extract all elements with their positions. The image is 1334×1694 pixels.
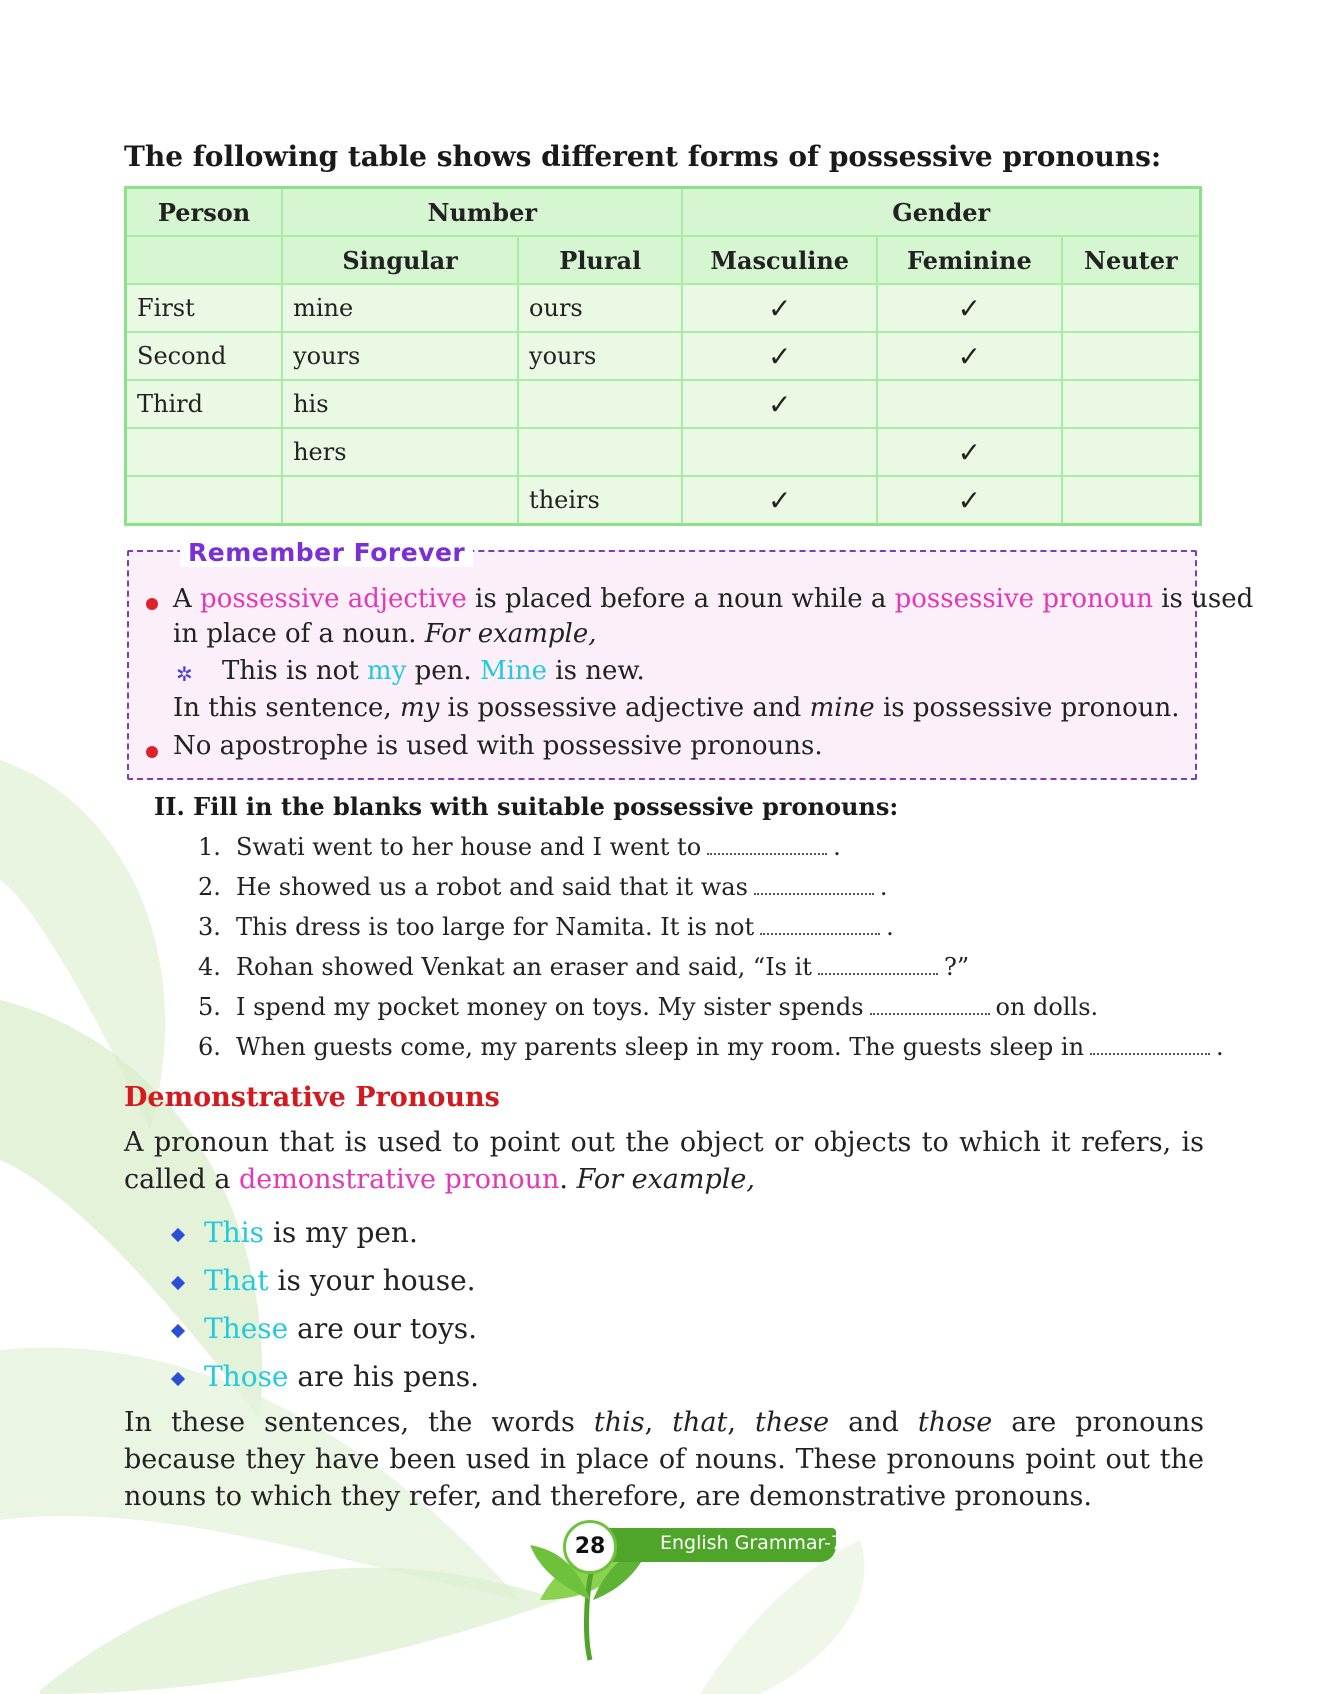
cell-singular: hers: [282, 428, 518, 476]
exercise-item: 1. Swati went to her house and I went to .: [198, 833, 841, 861]
cell-plural: ours: [518, 284, 682, 332]
demonstrative-conclusion: In these sentences, the words this, that, these and those are pronouns because they have been used in place of nouns. These pronouns point out the nouns to which they refer, and therefore, are demonstrative pronouns.: [124, 1407, 1204, 1512]
cell-neuter: [1062, 284, 1201, 332]
cell-neuter: [1062, 476, 1201, 525]
cell-person: [126, 476, 283, 525]
exercise-heading: II. Fill in the blanks with suitable possessive pronouns:: [154, 792, 899, 821]
table-row: [126, 332, 1201, 380]
remember-explanation: In this sentence, my is possessive adjective and mine is possessive pronoun.: [173, 693, 1180, 723]
check-icon: ✓: [682, 332, 877, 380]
check-icon: ✓: [682, 380, 877, 428]
diamond-bullet-icon: [171, 1324, 185, 1338]
header-gender: Gender: [682, 188, 1200, 237]
header-feminine: Feminine: [877, 236, 1062, 284]
table-row: [126, 380, 1201, 428]
exercise-item: 4. Rohan showed Venkat an eraser and said, “Is it ?”: [198, 953, 970, 981]
term-possessive-adjective: possessive adjective: [200, 584, 467, 614]
remember-point-1-line-2: in place of a noun. For example,: [173, 619, 597, 649]
term-possessive-pronoun: possessive pronoun: [894, 584, 1153, 614]
cell-person: First: [126, 284, 283, 332]
table-row: [126, 476, 1201, 525]
demonstrative-example: That is your house.: [204, 1264, 476, 1297]
header-plural: Plural: [518, 236, 682, 284]
page-number: 28: [563, 1520, 617, 1574]
exercise-item: 5. I spend my pocket money on toys. My sister spends on dolls.: [198, 993, 1099, 1021]
asterisk-bullet-icon: ✲: [176, 662, 193, 686]
cell-singular: [282, 476, 518, 525]
cell-person: Third: [126, 380, 283, 428]
diamond-bullet-icon: [171, 1276, 185, 1290]
remember-point-2: No apostrophe is used with possessive pronouns.: [173, 731, 823, 761]
exercise-item: 6. When guests come, my parents sleep in my room. The guests sleep in .: [198, 1033, 1224, 1061]
cell-neuter: [1062, 428, 1201, 476]
demonstrative-example: These are our toys.: [204, 1312, 478, 1345]
cell-singular: his: [282, 380, 518, 428]
answer-blank[interactable]: [760, 931, 880, 935]
header-number: Number: [282, 188, 682, 237]
answer-blank[interactable]: [707, 851, 827, 855]
book-title: English Grammar-7: [660, 1532, 844, 1554]
demonstrative-example: This is my pen.: [204, 1216, 418, 1249]
check-icon: ✓: [682, 284, 877, 332]
cell-person: Second: [126, 332, 283, 380]
cell-plural: theirs: [518, 476, 682, 525]
possessive-pronoun-table: [124, 186, 1202, 526]
check-icon: ✓: [877, 332, 1062, 380]
term-demonstrative-pronoun: demonstrative pronoun: [239, 1164, 560, 1195]
answer-blank[interactable]: [754, 891, 874, 895]
cell-feminine: [877, 380, 1062, 428]
remember-example: This is not my pen. Mine is new.: [222, 656, 645, 686]
demonstrative-definition: A pronoun that is used to point out the object or objects to which it refers, is called a demonstrative pronoun. For example,: [124, 1127, 1204, 1195]
header-person: Person: [126, 188, 283, 237]
table-row: [126, 428, 1201, 476]
answer-blank[interactable]: [818, 971, 938, 975]
table-intro-heading: The following table shows different forms of possessive pronouns:: [124, 140, 1162, 173]
header-masculine: Masculine: [682, 236, 877, 284]
cell-masculine: [682, 428, 877, 476]
answer-blank[interactable]: [1090, 1051, 1210, 1055]
header-neuter: Neuter: [1062, 236, 1201, 284]
cell-plural: [518, 380, 682, 428]
diamond-bullet-icon: [171, 1372, 185, 1386]
cell-neuter: [1062, 380, 1201, 428]
remember-point-1-line-1: A possessive adjective is placed before a noun while a possessive pronoun is used: [173, 584, 1254, 614]
table-row: [126, 284, 1201, 332]
cell-plural: yours: [518, 332, 682, 380]
cell-singular: mine: [282, 284, 518, 332]
header-singular: Singular: [282, 236, 518, 284]
exercise-item: 3. This dress is too large for Namita. It is not .: [198, 913, 894, 941]
bullet-dot-icon: [146, 598, 158, 610]
check-icon: ✓: [877, 284, 1062, 332]
diamond-bullet-icon: [171, 1228, 185, 1242]
bullet-dot-icon: [146, 746, 158, 758]
demonstrative-example: Those are his pens.: [204, 1360, 480, 1393]
header-empty: [126, 236, 283, 284]
check-icon: ✓: [877, 428, 1062, 476]
cell-person: [126, 428, 283, 476]
cell-plural: [518, 428, 682, 476]
check-icon: ✓: [877, 476, 1062, 525]
remember-forever-title: Remember Forever: [180, 538, 473, 567]
answer-blank[interactable]: [870, 1011, 990, 1015]
exercise-item: 2. He showed us a robot and said that it was .: [198, 873, 888, 901]
section-title-demonstrative: Demonstrative Pronouns: [124, 1082, 500, 1113]
cell-neuter: [1062, 332, 1201, 380]
check-icon: ✓: [682, 476, 877, 525]
cell-singular: yours: [282, 332, 518, 380]
